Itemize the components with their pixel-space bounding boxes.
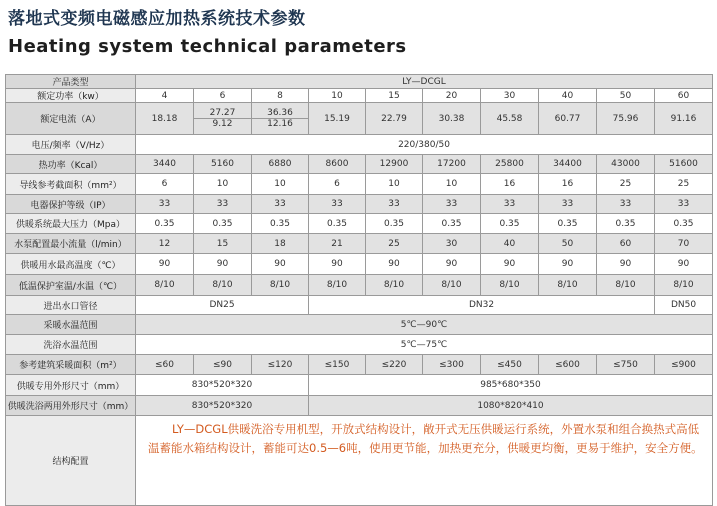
table-cell: 8/10 [481,275,539,296]
table-cell: 90 [194,254,252,275]
table-cell: 43000 [597,155,655,174]
table-cell: 25 [655,174,713,195]
table-cell: 8600 [309,155,366,174]
table-cell: 15 [194,234,252,254]
table-cell: 20 [423,89,481,103]
table-row [6,396,713,416]
table-cell: ≤900 [655,355,713,375]
table-cell: 10 [252,174,309,195]
table-cell: 0.35 [423,214,481,234]
table-cell: ≤90 [194,355,252,375]
table-cell: 0.35 [481,214,539,234]
table-cell: ≤150 [309,355,366,375]
row-label: 电压/频率（V/Hz） [6,135,136,155]
table-cell [194,103,252,135]
table-cell: 33 [481,195,539,214]
table-cell: 8/10 [252,275,309,296]
table-row [6,89,713,103]
table-cell: 8/10 [194,275,252,296]
bath-range-value: 5℃—75℃ [136,335,713,355]
table-cell: 40 [539,89,597,103]
table-cell: 10 [423,174,481,195]
row-label: 采暖水温范围 [6,315,136,335]
table-cell [136,103,194,135]
table-cell: ≤300 [423,355,481,375]
table-cell: 3440 [136,155,194,174]
table-cell: 90 [539,254,597,275]
model-value: LY—DCGL [136,75,713,89]
table-cell: 50 [539,234,597,254]
table-cell: ≤450 [481,355,539,375]
table-cell: ≤220 [366,355,423,375]
table-row [6,234,713,254]
table-cell: 6 [309,174,366,195]
size-large: 985*680*350 [309,375,713,396]
table-cell: 6 [194,89,252,103]
row-label: 进出水口管径 [6,296,136,315]
table-cell: ≤120 [252,355,309,375]
table-cell: 0.35 [655,214,713,234]
current-value-bottom: 9.12 [212,119,233,129]
row-label: 额定电流（A） [6,103,136,135]
table-cell: 12900 [366,155,423,174]
table-row [6,375,713,396]
table-cell: 4 [136,89,194,103]
row-label: 参考建筑采暖面积（m²） [6,355,136,375]
table-cell: 10 [366,174,423,195]
table-cell: 30.38 [423,103,481,135]
table-cell: 51600 [655,155,713,174]
table-cell: 33 [655,195,713,214]
row-label: 洗浴水温范围 [6,335,136,355]
table-cell: 90 [597,254,655,275]
table-cell: 30 [481,89,539,103]
spec-table [5,74,713,506]
table-cell: 25 [366,234,423,254]
table-cell: ≤60 [136,355,194,375]
table-cell: ≤750 [597,355,655,375]
table-cell: 33 [136,195,194,214]
table-cell: 90 [423,254,481,275]
table-row [6,174,713,195]
table-cell: 33 [309,195,366,214]
table-cell: 0.35 [136,214,194,234]
table-cell: 40 [481,234,539,254]
table-cell: 8/10 [366,275,423,296]
table-cell: 30 [423,234,481,254]
table-cell: 90 [481,254,539,275]
table-cell: 21 [309,234,366,254]
table-cell: 33 [423,195,481,214]
table-row [6,195,713,214]
row-label: 水泵配置最小流量（l/min） [6,234,136,254]
table-cell: 60 [597,234,655,254]
table-cell: 33 [194,195,252,214]
table-cell: 6 [136,174,194,195]
table-cell: 90 [309,254,366,275]
table-cell: 33 [252,195,309,214]
table-cell: 12 [136,234,194,254]
table-cell: 15.19 [309,103,366,135]
table-row [6,355,713,375]
table-row [6,296,713,315]
table-cell: 0.35 [309,214,366,234]
table-row [6,275,713,296]
table-cell: 10 [309,89,366,103]
table-cell: 8/10 [309,275,366,296]
table-cell: 90 [252,254,309,275]
table-cell: 0.35 [597,214,655,234]
table-row [6,135,713,155]
table-cell [252,103,309,135]
table-cell: 50 [597,89,655,103]
row-label: 热功率（Kcal） [6,155,136,174]
heat-range-value: 5℃—90℃ [136,315,713,335]
table-cell: 45.58 [481,103,539,135]
table-cell: 8/10 [597,275,655,296]
table-row [6,155,713,174]
table-cell: 5160 [194,155,252,174]
table-row [6,214,713,234]
table-cell: 10 [194,174,252,195]
table-cell: 75.96 [597,103,655,135]
table-cell: 0.35 [194,214,252,234]
pipe-dn25: DN25 [136,296,309,315]
structure-description [136,416,713,506]
size-small: 830*520*320 [136,396,309,416]
table-row [6,75,713,89]
table-cell: 60 [655,89,713,103]
pipe-dn32: DN32 [309,296,655,315]
pipe-dn50: DN50 [655,296,713,315]
table-cell: 8 [252,89,309,103]
structure-text: LY—DCGL供暖洗浴专用机型，开放式结构设计，敞开式无压供暖运行系统，外置水泵和组合换热式高低温蓄能水箱结构设计，蓄能可达0.5—6吨，使用更节能，加热更充分，供暖更均衡，更易于维护，安全方便。 [148,422,703,455]
table-cell: 90 [655,254,713,275]
row-label: 低温保护室温/水温（℃） [6,275,136,296]
table-cell: 8/10 [655,275,713,296]
table-cell: 25 [597,174,655,195]
current-value-top: 27.27 [194,108,251,119]
table-cell: 90 [136,254,194,275]
table-row [6,254,713,275]
page-title-cn: 落地式变频电磁感应加热系统技术参数 [8,9,306,29]
row-label: 供暖专用外形尺寸（mm） [6,375,136,396]
table-cell: 8/10 [539,275,597,296]
table-cell: 34400 [539,155,597,174]
table-cell: 33 [366,195,423,214]
row-label: 供暖洗浴两用外形尺寸（mm） [6,396,136,416]
table-cell: 33 [597,195,655,214]
table-row [6,416,713,506]
table-row [6,103,713,135]
table-cell: 22.79 [366,103,423,135]
table-cell: 16 [481,174,539,195]
table-cell: 17200 [423,155,481,174]
table-cell: 8/10 [423,275,481,296]
size-large: 1080*820*410 [309,396,713,416]
table-cell: 0.35 [539,214,597,234]
table-cell: 18 [252,234,309,254]
table-cell: 0.35 [366,214,423,234]
current-value-bottom: 12.16 [267,119,293,129]
table-cell: 33 [539,195,597,214]
row-label: 电器保护等级（IP） [6,195,136,214]
row-label: 产品类型 [6,75,136,89]
current-value: 18.18 [151,113,178,124]
table-cell: 91.16 [655,103,713,135]
table-cell: 8/10 [136,275,194,296]
table-cell: 16 [539,174,597,195]
table-cell: 15 [366,89,423,103]
table-cell: 0.35 [252,214,309,234]
page-title-en: Heating system technical parameters [8,36,407,57]
row-label: 供暖用水最高温度（℃） [6,254,136,275]
current-value-top: 36.36 [252,108,308,119]
table-cell: 70 [655,234,713,254]
size-small: 830*520*320 [136,375,309,396]
table-row [6,335,713,355]
voltage-value: 220/380/50 [136,135,713,155]
table-cell: 25800 [481,155,539,174]
row-label: 供暖系统最大压力（Mpa） [6,214,136,234]
row-label: 额定功率（kw） [6,89,136,103]
table-cell: 90 [366,254,423,275]
row-label: 结构配置 [6,416,136,506]
table-cell: ≤600 [539,355,597,375]
table-cell: 60.77 [539,103,597,135]
table-row [6,315,713,335]
table-cell: 6880 [252,155,309,174]
row-label: 导线参考截面积（mm²） [6,174,136,195]
